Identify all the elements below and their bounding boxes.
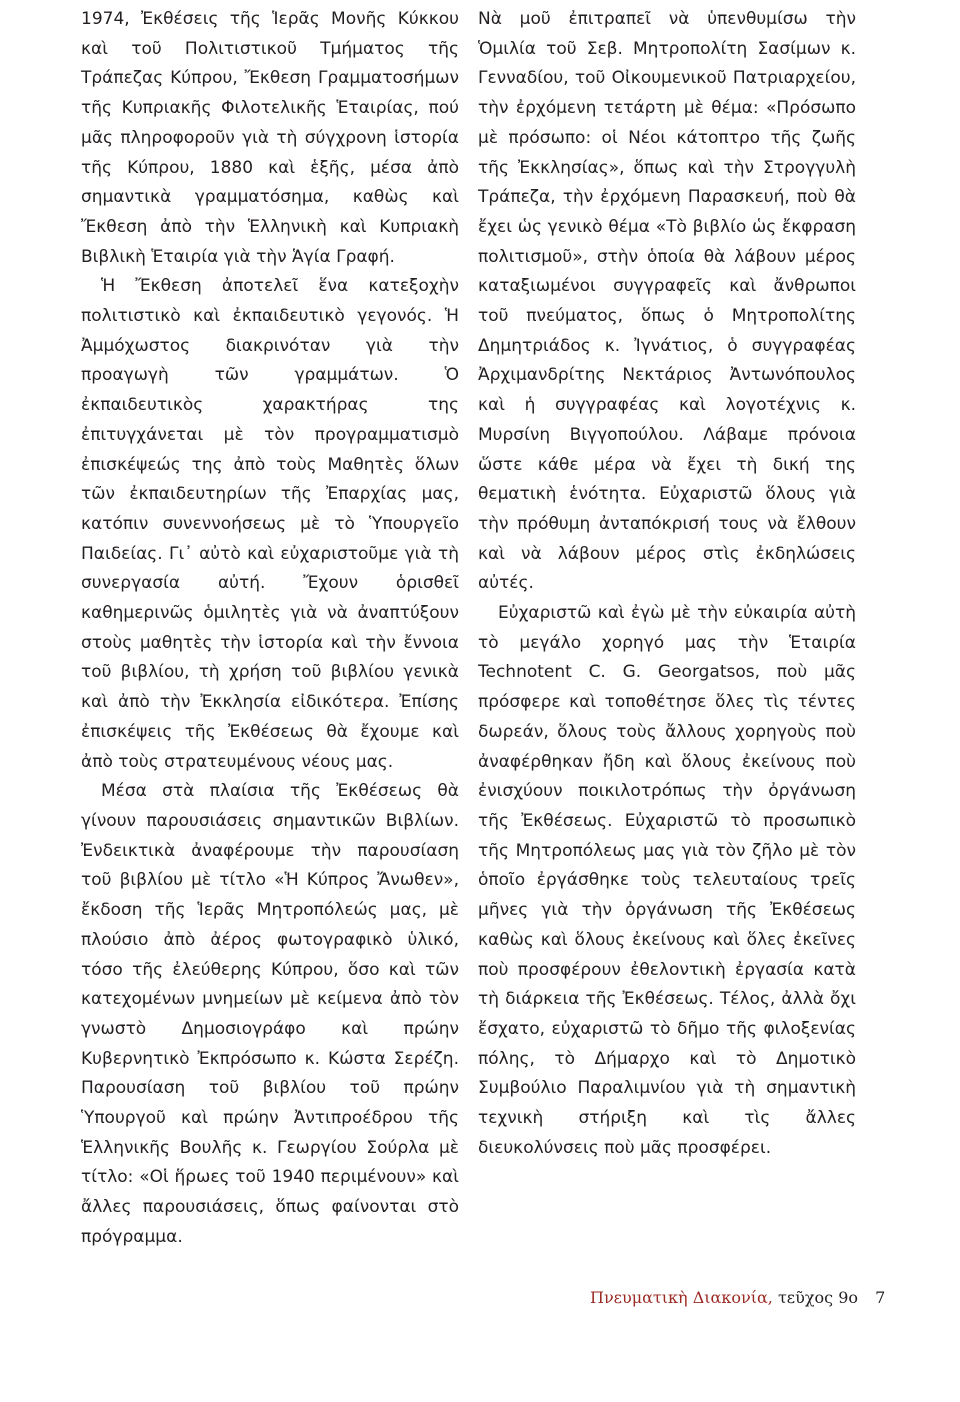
paragraph: Εὐχαριστῶ καὶ ἐγὼ μὲ τὴν εὐκαιρία αὐτὴ τὸ μεγάλο χορηγό μας τὴν Ἑταιρία Technotent C. G. Georgatsos, ποὺ μᾶς πρόσφερε καὶ τοποθέτησε ὅλες τὶς τέντες δωρεάν, ὅλους τοὺς ἄλλους χορηγοὺς ποὺ ἀναφέρθηκαν ἤδη καὶ ὅλους ἐκείνους ποὺ ἐνισχύουν ποικιλοτρόπως τὴν ὀργάνωση τῆς Ἐκθέσεως. Εὐχαριστῶ τὸ προσωπικὸ τῆς Μητροπόλεως μας γιὰ τὸν ζῆλο μὲ τὸν ὁποῖο ἐργάσθηκε τοὺς τελευταίους τρεῖς μῆνες γιὰ τὴν ὀργάνωση τῆς Ἐκθέσεως καθὼς καὶ ὅλους ἐκείνους καὶ ὅλες ἐκεῖνες ποὺ προσφέρουν ἐθελοντικὴ ἐργασία κατὰ τὴ διάρκεια τῆς Ἐκθέσεως. Τέλος, ἀλλὰ ὄχι ἔσχατο, εὐχαριστῶ τὸ δῆμο τῆς φιλοξενίας πόλης, τὸ Δήμαρχο καὶ τὸ Δημοτικὸ Συμβούλιο Παραλιμνίου γιὰ τὴ σημαντικὴ τεχνικὴ στήριξη καὶ τὶς ἄλλες διευκολύνσεις ποὺ μᾶς προσφέρει. — [478, 603, 856, 1158]
paragraph: Ἡ Ἔκθεση ἀποτελεῖ ἕνα κατεξοχὴν πολιτιστικὸ καὶ ἐκπαιδευτικὸ γεγονός. Ἡ Ἀμμόχωστος διακρινόταν γιὰ τὴν προαγωγὴ τῶν γραμμάτων. Ὁ ἐκπαιδευτικὸς χαρακτήρας της ἐπιτυγχάνεται μὲ τὸν προγραμματισμὸ ἐπισκέψεώς της ἀπὸ τοὺς Μαθητὲς ὅλων τῶν ἐκπαιδευτηρίων τῆς Ἐπαρχίας μας, κατόπιν συνεννοήσεως μὲ τὸ Ὑπουργεῖο Παιδείας. Γι᾽ αὐτὸ καὶ εὐχαριστοῦμε γιὰ τὴ συνεργασία αὐτή. Ἔχουν ὁρισθεῖ καθημερινῶς ὁμιλητὲς γιὰ νὰ ἀναπτύξουν στοὺς μαθητὲς τὴν ἱστορία καὶ τὴν ἔννοια τοῦ βιβλίου, τὴ χρήση τοῦ βιβλίου γενικὰ καὶ ἀπὸ τὴν Ἐκκλησία εἰδικότερα. Ἐπίσης ἐπισκέψεις τῆς Ἐκθέσεως θὰ ἔχουμε καὶ ἀπὸ τοὺς στρατευμένους νέους μας. — [81, 276, 459, 772]
page-footer — [590, 1288, 886, 1307]
page-number: 7 — [875, 1288, 886, 1307]
paragraph: 1974, Ἐκθέσεις τῆς Ἱερᾶς Μονῆς Κύκκου καὶ τοῦ Πολιτιστικοῦ Τμήματος τῆς Τράπεζας Κύπρου, Ἔκθεση Γραμματοσήμων τῆς Κυπριακῆς Φιλοτελικῆς Ἑταιρίας, πού μᾶς πληροφοροῦν γιὰ τὴ σύγχρονη ἱστορία τῆς Κύπρου, 1880 καὶ ἑξῆς, μέσα ἀπὸ σημαντικὰ γραμματόσημα, καθὼς καὶ Ἔκθεση ἀπὸ τὴν Ἑλληνικὴ καὶ Κυπριακὴ Βιβλικὴ Ἑταιρία γιὰ τὴν Ἁγία Γραφή. — [81, 9, 459, 267]
right-column — [478, 5, 856, 1163]
left-column — [81, 5, 459, 1253]
issue-number: τεῦχος 9ο — [777, 1288, 859, 1307]
journal-title: Πνευματικὴ Διακονία, — [590, 1288, 773, 1307]
paragraph: Νὰ μοῦ ἐπιτραπεῖ νὰ ὑπενθυμίσω τὴν Ὁμιλία τοῦ Σεβ. Μητροπολίτη Σασίμων κ. Γενναδίου, τοῦ Οἰκουμενικοῦ Πατριαρχείου, τὴν ἐρχόμενη τετάρτη μὲ θέμα: «Πρόσωπο μὲ πρόσωπο: οἱ Νέοι κάτοπτρο τῆς ζωῆς τῆς Ἐκκλησίας», ὅπως καὶ τὴν Στρογγυλὴ Τράπεζα, τὴν ἐρχόμενη Παρασκευή, ποὺ θὰ ἔχει ὡς γενικὸ θέμα «Τὸ βιβλίο ὡς ἔκφραση πολιτισμοῦ», στὴν ὁποία θὰ λάβουν μέρος καταξιωμένοι συγγραφεῖς καὶ ἄνθρωποι τοῦ πνεύματος, ὅπως ὁ Μητροπολίτης Δημητριάδος κ. Ἰγνάτιος, ὁ συγγραφέας Ἀρχιμανδρίτης Νεκτάριος Ἀντωνόπουλος καὶ ἡ συγγραφέας καὶ λογοτέχνις κ. Μυρσίνη Βιγγοπούλου. Λάβαμε πρόνοια ὥστε κάθε μέρα νὰ ἔχει τὴ δική της θεματικὴ ἑνότητα. Εὐχαριστῶ ὅλους γιὰ τὴν πρόθυμη ἀνταπόκρισή τους νὰ ἔλθουν καὶ νὰ λάβουν μέρος στὶς ἐκδηλώσεις αὐτές. — [478, 9, 856, 594]
paragraph: Μέσα στὰ πλαίσια τῆς Ἐκθέσεως θὰ γίνουν παρουσιάσεις σημαντικῶν Βιβλίων. Ἐνδεικτικὰ ἀναφέρουμε τὴν παρουσίαση τοῦ βιβλίου μὲ τίτλο «Ἡ Κύπρος Ἄνωθεν», ἔκδοση τῆς Ἱερᾶς Μητροπόλεώς μας, μὲ πλούσιο ἀπὸ ἀέρος φωτογραφικὸ ὑλικό, τόσο τῆς ἐλεύθερης Κύπρου, ὅσο καὶ τῶν κατεχομένων μνημείων μὲ κείμενα ἀπὸ τὸν γνωστὸ Δημοσιογράφο καὶ πρώην Κυβερνητικὸ Ἐκπρόσωπο κ. Κώστα Σερέζη. Παρουσίαση τοῦ βιβλίου τοῦ πρώην Ὑπουργοῦ καὶ πρώην Ἀντιπροέδρου τῆς Ἑλληνικῆς Βουλῆς κ. Γεωργίου Σούρλα μὲ τίτλο: «Οἱ ἥρωες τοῦ 1940 περιμένουν» καὶ ἄλλες παρουσιάσεις, ὅπως φαίνονται στὸ πρόγραμμα. — [81, 781, 459, 1247]
